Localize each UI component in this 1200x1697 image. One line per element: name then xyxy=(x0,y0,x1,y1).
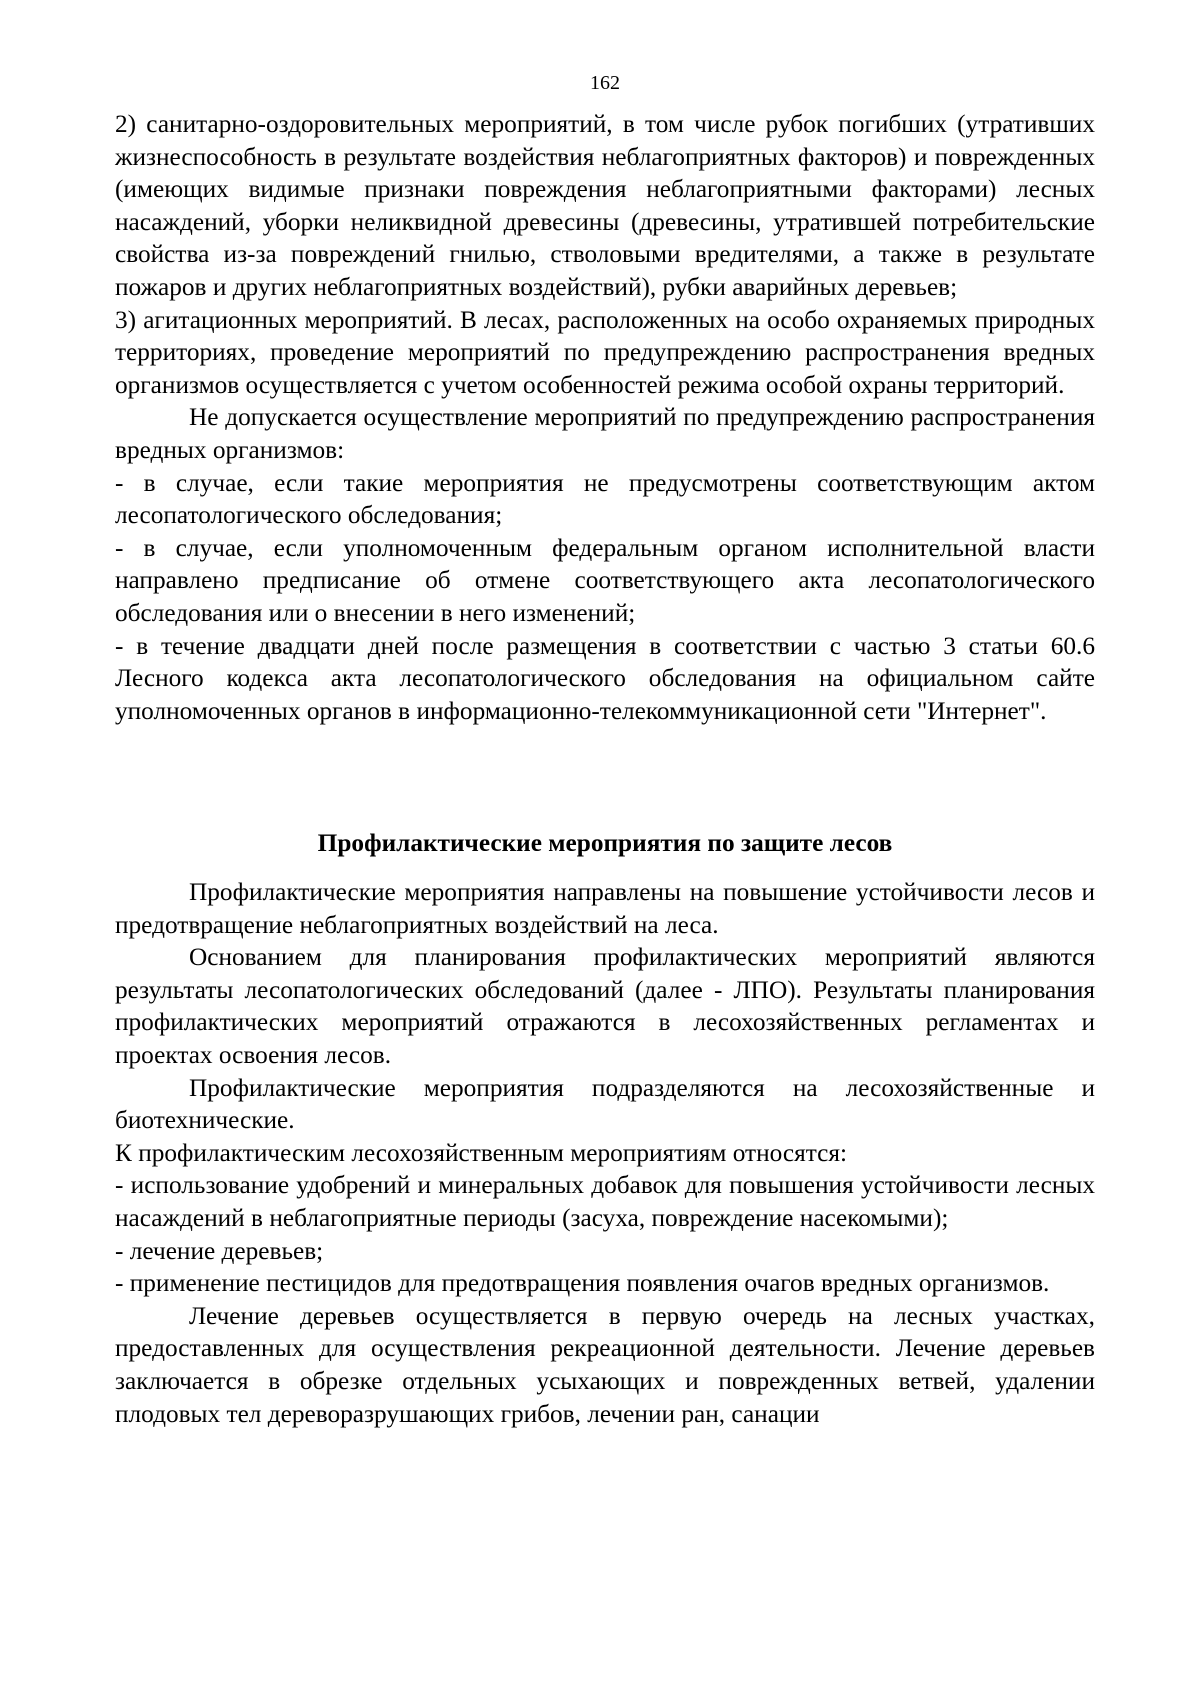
paragraph-not-allowed: Не допускается осуществление мероприятий по предупреждению распространения вредных организмов: xyxy=(115,403,1095,464)
list-item: - использование удобрений и минеральных добавок для повышения устойчивости лесных насаждений в неблагоприятные периоды (засуха, повреждение насекомыми); xyxy=(115,1171,1095,1232)
page-number: 162 xyxy=(590,72,620,94)
section-body xyxy=(115,108,1095,727)
list-item: - в случае, если уполномоченным федеральным органом исполнительной власти направлено предписание об отмене соответствующего акта лесопатологического обследования или о внесении в него изменений; xyxy=(115,533,1095,627)
paragraph-sanitary-measures: 2) санитарно-оздоровительных мероприятий, в том числе рубок погибших (утративших жизнеспособность в результате воздействия неблагоприятных факторов) и поврежденных (имеющих видимые признаки повреждения неблагоприятными факторами) лесных насаждений, уборки неликвидной древесины (древесины, утратившей потребительские свойства из-за повреждений гнилью, стволовыми вредителями, а также в результате пожаров и других неблагоприятных воздействий), рубки аварийных деревьев; xyxy=(115,110,1095,301)
paragraph-tree-treatment: Лечение деревьев осуществляется в первую очередь на лесных участках, предоставленных для осуществления рекреационной деятельности. Лечение деревьев заключается в обрезке отдельных усыхающих и поврежденных ветвей, удалении плодовых тел дереворазрушающих грибов, лечении ран, санации xyxy=(115,1301,1095,1428)
paragraph-planning-basis: Основанием для планирования профилактических мероприятий являются результаты лесопатологических обследований (далее - ЛПО). Результаты планирования профилактических мероприятий отражаются в лесохозяйственных регламентах и проектах освоения лесов. xyxy=(115,943,1095,1069)
paragraph-subdivision: Профилактические мероприятия подразделяются на лесохозяйственные и биотехнические. xyxy=(115,1073,1095,1135)
list-item: - в течение двадцати дней после размещения в соответствии с частью 3 статьи 60.6 Лесного кодекса акта лесопатологического обследования на официальном сайте уполномоченных органов в информационно-телекоммуникационной сети "Интернет". xyxy=(115,631,1095,725)
list-item: - применение пестицидов для предотвращения появления очагов вредных организмов. xyxy=(115,1269,1050,1298)
prevention-section xyxy=(115,827,1095,860)
prevention-section-body xyxy=(115,876,1095,1430)
paragraph-agitation-measures: 3) агитационных мероприятий. В лесах, расположенных на особо охраняемых природных территориях, проведение мероприятий по предупреждению распространения вредных организмов осуществляется с учетом особенностей режима особой охраны территорий. xyxy=(115,305,1095,399)
paragraph-list-intro: К профилактическим лесохозяйственным мероприятиям относятся: xyxy=(115,1138,848,1167)
list-item: - лечение деревьев; xyxy=(115,1236,324,1265)
list-item: - в случае, если такие мероприятия не предусмотрены соответствующим актом лесопатологического обследования; xyxy=(115,468,1095,530)
section-heading: Профилактические мероприятия по защите лесов xyxy=(317,829,893,857)
paragraph-purpose: Профилактические мероприятия направлены на повышение устойчивости лесов и предотвращение неблагоприятных воздействий на леса. xyxy=(115,878,1095,939)
